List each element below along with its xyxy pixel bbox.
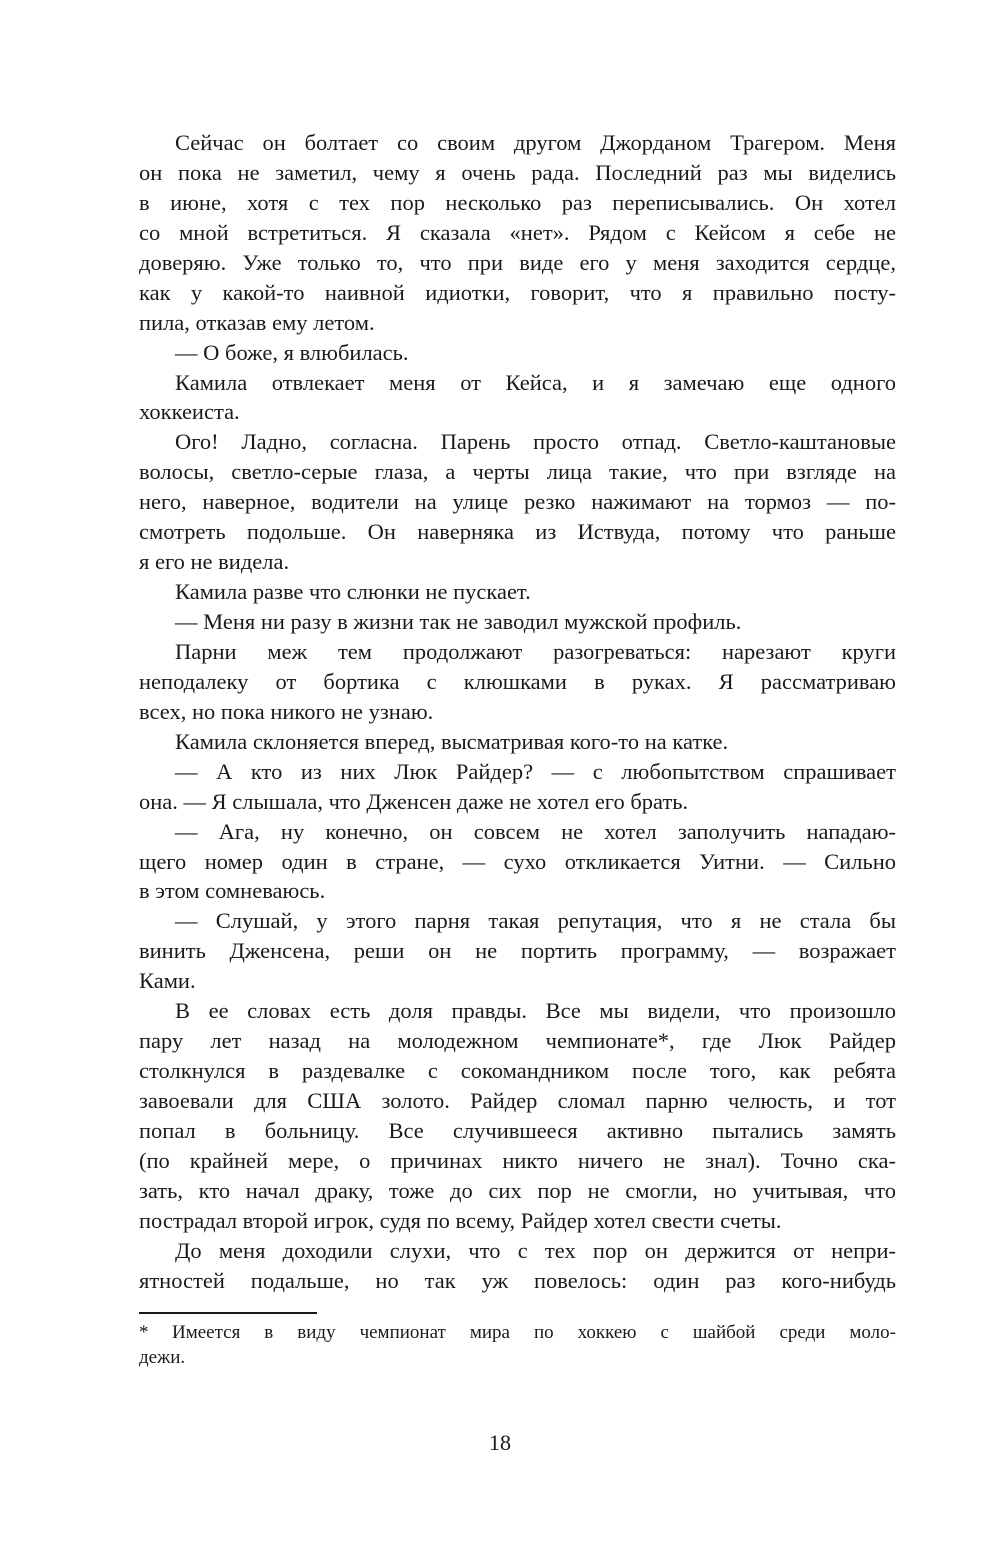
body-text: [139, 128, 896, 1296]
text-line: ятностей подальше, но так уж повелось: один раз кого-нибудь: [139, 1267, 896, 1293]
footnote: [139, 1320, 896, 1370]
text-line: — Ага, ну конечно, он совсем не хотел заполучить нападаю-: [175, 818, 896, 844]
text-line: со мной встретиться. Я сказала «нет». Рядом с Кейсом я себе не: [139, 219, 896, 245]
text-line: (по крайней мере, о причинах никто ничего не знал). Точно ска-: [139, 1147, 896, 1173]
paragraph: [139, 637, 896, 727]
footnote-line: дежи.: [139, 1347, 186, 1368]
text-line: — А кто из них Люк Райдер? — с любопытством спрашивает: [175, 758, 896, 784]
text-line: — О боже, я влюбилась.: [175, 339, 409, 365]
paragraph: [139, 427, 896, 577]
text-line: доверяю. Уже только то, что при виде его у меня заходится сердце,: [139, 249, 896, 275]
text-line: винить Дженсена, реши он не портить программу, — возражает: [139, 938, 896, 964]
text-line: Камила отвлекает меня от Кейса, и я замечаю еще одного: [175, 369, 896, 395]
paragraph: [139, 817, 896, 907]
text-line: Ками.: [139, 968, 196, 994]
text-line: в этом сомневаюсь.: [139, 878, 326, 904]
text-line: В ее словах есть доля правды. Все мы видели, что произошло: [175, 998, 896, 1024]
page-number: 18: [489, 1430, 511, 1455]
paragraph: [139, 607, 896, 637]
paragraph: [139, 338, 896, 368]
text-line: Камила склоняется вперед, высматривая кого-то на катке.: [175, 728, 729, 754]
text-line: смотреть подольше. Он наверняка из Иствуда, потому что раньше: [139, 519, 896, 545]
footnote-text: Имеется в виду чемпионат мира по хоккею с шайбой среди моло-: [172, 1322, 896, 1343]
footnote-marker: *: [139, 1322, 149, 1343]
paragraph: [139, 906, 896, 996]
text-line: щего номер один в стране, — сухо откликается Уитни. — Сильно: [139, 848, 896, 874]
text-line: столкнулся в раздевалке с сокомандником после того, как ребята: [139, 1058, 896, 1084]
text-line: Парни меж тем продолжают разогреваться: нарезают круги: [175, 638, 896, 664]
text-line: Сейчас он болтает со своим другом Джорданом Трагером. Меня: [175, 130, 896, 155]
text-line: он пока не заметил, чему я очень рада. Последний раз мы виделись: [139, 159, 896, 185]
text-line: — Слушай, у этого парня такая репутация, что я не стала бы: [175, 908, 896, 934]
text-line: пострадал второй игрок, судя по всему, Райдер хотел свести счеты.: [139, 1207, 782, 1233]
text-line: я его не видела.: [139, 549, 290, 575]
text-line: хоккеиста.: [139, 399, 240, 425]
text-line: До меня доходили слухи, что с тех пор он держится от непри-: [175, 1237, 896, 1263]
text-line: всех, но пока никого не узнаю.: [139, 698, 434, 724]
footnote-line: [139, 1320, 896, 1345]
footnote-divider: [139, 1312, 317, 1314]
paragraph: [139, 727, 896, 757]
text-line: как у какой-то наивной идиотки, говорит, что я правильно посту-: [139, 279, 896, 305]
paragraph: [139, 368, 896, 428]
text-line: Камила разве что слюнки не пускает.: [175, 579, 531, 605]
paragraph: [139, 757, 896, 817]
text-line: попал в больницу. Все случившееся активно пытались замять: [139, 1117, 896, 1143]
text-line: она. — Я слышала, что Дженсен даже не хотел его брать.: [139, 788, 689, 814]
paragraph: [139, 1236, 896, 1296]
text-line: Ого! Ладно, согласна. Парень просто отпад. Светло-каштановые: [175, 429, 896, 455]
paragraph: [139, 577, 896, 607]
paragraph: [139, 996, 896, 1236]
text-line: в июне, хотя с тех пор несколько раз переписывались. Он хотел: [139, 189, 896, 215]
text-line: волосы, светло-серые глаза, а черты лица такие, что при взгляде на: [139, 459, 896, 485]
text-line: неподалеку от бортика с клюшками в руках. Я рассматриваю: [139, 668, 896, 694]
text-line: пару лет назад на молодежном чемпионате*, где Люк Райдер: [139, 1028, 896, 1054]
text-line: него, наверное, водители на улице резко нажимают на тормоз — по-: [139, 489, 896, 515]
text-line: — Меня ни разу в жизни так не заводил мужской профиль.: [175, 609, 742, 634]
paragraph: [139, 128, 896, 338]
text-line: пила, отказав ему летом.: [139, 309, 375, 335]
text-line: завоевали для США золото. Райдер сломал парню челюсть, и тот: [139, 1088, 896, 1113]
text-line: зать, кто начал драку, тоже до сих пор не смогли, но учитывая, что: [139, 1177, 896, 1203]
